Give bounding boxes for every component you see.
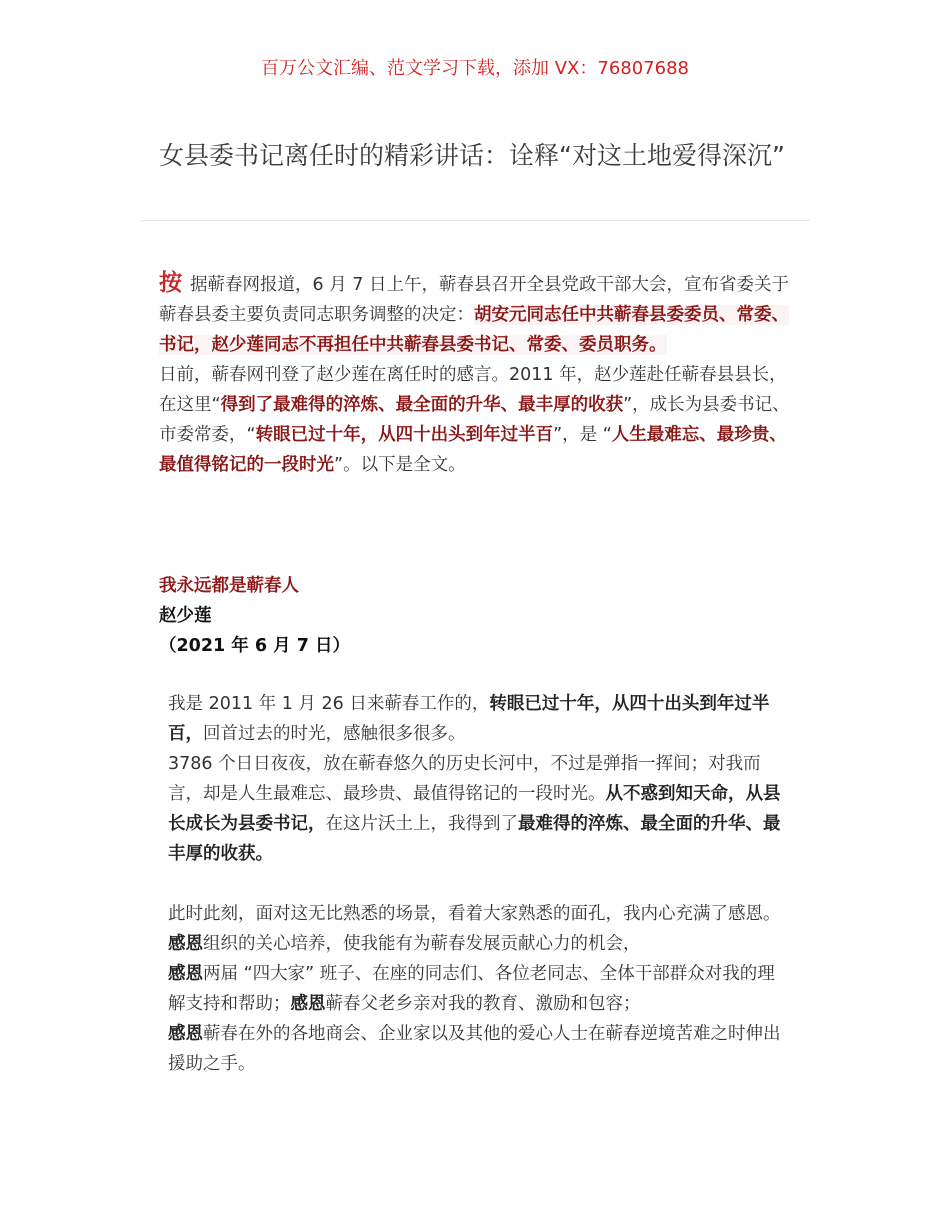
body-bold: 最难得的淬炼、最全面的升华、最丰厚的收获。 — [168, 814, 781, 864]
body-bold: 感恩 — [168, 934, 203, 954]
body-text: 组织的关心培养，使我能有为蕲春发展贡献心力的机会， — [203, 934, 641, 954]
body-paragraph-2 — [168, 749, 783, 869]
body-text: 回首过去的时光，感触很多很多。 — [203, 724, 466, 744]
speech-date: （2021 年 6 月 7 日） — [159, 636, 351, 656]
body-paragraph-1 — [168, 689, 783, 749]
body-paragraph-3 — [168, 899, 783, 1079]
body-text: 两届 “四大家” 班子、在座的同志们、各位老同志、全体干部群众对我的理解支持和帮助； — [168, 964, 775, 1014]
body-bold: 转眼已过十年，从四十出头到年过半百， — [168, 694, 770, 744]
intro-paragraph-1 — [159, 268, 799, 360]
watermark-text: 百万公文汇编、范文学习下载，添加 VX：76807688 — [261, 58, 689, 79]
speech-author: 赵少莲 — [159, 606, 212, 626]
intro-highlight: 人生最难忘、最珍贵、最值得铭记的一段时光 — [159, 425, 787, 475]
body-text: 此时此刻，面对这无比熟悉的场景，看着大家熟悉的面孔，我内心充满了感恩。 — [168, 904, 781, 924]
intro-highlight: 得到了最难得的淬炼、最全面的升华、最丰厚的收获 — [220, 395, 624, 415]
intro-text: ”，成长为县委书记、市委常委，“ — [159, 395, 790, 445]
speech-header — [159, 571, 799, 661]
body-text: 在这片沃土上，我得到了 — [325, 814, 518, 834]
intro-highlight: 胡安元同志任中共蕲春县委委员、常委、书记，赵少莲同志不再担任中共蕲春县委书记、常委、委员职务。 — [159, 305, 789, 355]
body-text: 我是 2011 年 1 月 26 日来蕲春工作的， — [168, 694, 490, 714]
intro-highlight: 转眼已过十年，从四十出头到年过半百 — [255, 425, 554, 445]
speech-heading: 我永远都是蕲春人 — [159, 576, 299, 596]
title-divider — [140, 220, 810, 221]
article-title: 女县委书记离任时的精彩讲话：诠释“对这土地爱得深沉” — [159, 141, 785, 170]
intro-text: ”，是 “ — [553, 425, 612, 445]
intro-paragraph-2 — [159, 360, 799, 480]
intro-text: ”。以下是全文。 — [334, 455, 466, 475]
body-bold: 感恩 — [168, 1024, 203, 1044]
body-text: 蕲春父老乡亲对我的教育、激励和包容； — [325, 994, 641, 1014]
intro-text: 日前，蕲春网刊登了赵少莲在离任时的感言。2011 年，赵少莲赴任蕲春县县长，在这里“ — [159, 365, 787, 415]
speech-body — [168, 689, 783, 1079]
paragraph-gap — [168, 869, 783, 899]
body-text: 蕲春在外的各地商会、企业家以及其他的爱心人士在蕲春逆境苦难之时伸出援助之手。 — [168, 1024, 781, 1074]
intro-text: 据蕲春网报道，6 月 7 日上午，蕲春县召开全县党政干部大会，宣布省委关于蕲春县委主要负责同志职务调整的决定： — [159, 275, 789, 325]
lead-char: 按 — [159, 270, 182, 296]
body-bold: 感恩 — [290, 994, 326, 1014]
body-bold: 从不惑到知天命，从县长成长为县委书记， — [168, 784, 781, 834]
intro-section — [159, 268, 799, 480]
body-bold: 感恩 — [168, 964, 203, 984]
body-text: 3786 个日日夜夜，放在蕲春悠久的历史长河中，不过是弹指一挥间；对我而言，却是人生最难忘、最珍贵、最值得铭记的一段时光。 — [168, 754, 761, 804]
